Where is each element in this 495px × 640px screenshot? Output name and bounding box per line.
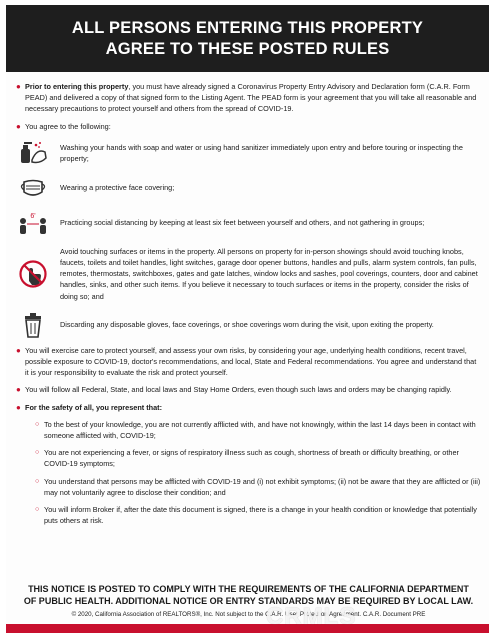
- rule-row-discard: [16, 310, 481, 340]
- rule-text: Wearing a protective face covering;: [60, 183, 175, 193]
- intro-paragraph: [16, 81, 481, 115]
- rule-text: Avoid touching surfaces or items in the property. All persons on property for in-person showings should avoid touching knobs, faucets, toilets and toilet handles, light switches, garage door opener buttons, handles and pulls, alarm system controls, fan pulls, remotes, thermostats, switchboxes, gates and gate latches, window locks and sashes, pool coverings, counters, door and cabinet handles, sinks, and other such items. If you believe it necessary to touch surfaces or items in the property, consider the risks of doing so; and: [60, 246, 478, 301]
- sub-bullet: ○: [35, 449, 40, 457]
- header-line-2: AGREE TO THESE POSTED RULES: [105, 39, 390, 58]
- no-touch-icon: [16, 259, 50, 289]
- red-bottom-bar: [6, 624, 489, 633]
- distance-label: 6': [30, 212, 36, 220]
- notice-footer: [16, 583, 481, 607]
- face-mask-icon: [16, 177, 50, 199]
- care-paragraph: [16, 345, 481, 379]
- footer-line-1: THIS NOTICE IS POSTED TO COMPLY WITH THE REQUIREMENTS OF THE CALIFORNIA DEPARTMENT: [28, 584, 469, 594]
- safety-label: [16, 402, 481, 413]
- rule-text: Discarding any disposable gloves, face coverings, or shoe coverings worn during the visit, upon exiting the property.: [60, 320, 434, 330]
- rule-row-distance: [16, 208, 481, 238]
- representation-item: [16, 419, 481, 441]
- notice-header: [6, 5, 489, 72]
- watermark: CRMLS: [266, 603, 357, 630]
- agree-label: [16, 121, 481, 132]
- notice-body: [16, 81, 481, 532]
- safety-label-text: For the safety of all, you represent that:: [25, 402, 163, 412]
- social-distance-icon: [16, 210, 50, 236]
- intro-text: , you must have already signed a Coronavirus Property Entry Advisory and Declaration form (C.A.R. Form PEAD) and delivered a copy of that signed form to the Listing Agent. The PEAD form is your agreement that you will take all reasonable and necessary precautions to protect yourself and others from the spread of COVID-19.: [25, 82, 477, 114]
- bullet-dot: ●: [16, 402, 21, 412]
- laws-text: You will follow all Federal, State, and local laws and Stay Home Orders, even though such laws and orders may be changing rapidly.: [25, 385, 452, 395]
- representation-text: You are not experiencing a fever, or signs of respiratory illness such as cough, shortness of breath or difficulty breathing, or other COVID-19 symptoms;: [44, 448, 459, 469]
- rule-row-mask: [16, 173, 481, 203]
- copyright-line: © 2020, California Association of REALTORS®, Inc. Not subject to the C.A.R. User Protection Agreement. C.A.R. Document PRE: [71, 611, 426, 618]
- notice-page: [6, 5, 489, 633]
- sub-bullet: ○: [35, 506, 40, 514]
- representation-item: [16, 504, 481, 526]
- sub-bullet: ○: [35, 420, 40, 428]
- footer-line-2: OF PUBLIC HEALTH. ADDITIONAL NOTICE OR ENTRY STANDARDS MAY BE REQUIRED BY LOCAL LAW.: [23, 596, 474, 606]
- hand-sanitizer-icon: [16, 140, 50, 166]
- bullet-dot: ●: [16, 82, 21, 91]
- rule-row-handwash: [16, 138, 481, 168]
- representation-text: To the best of your knowledge, you are not currently afflicted with, and have not knowingly, within the last 14 days been in contact with someone afflicted with, COVID-19;: [44, 419, 476, 441]
- header-line-1: ALL PERSONS ENTERING THIS PROPERTY: [71, 18, 424, 37]
- rule-row-no-touch: [16, 243, 481, 305]
- representation-item: [16, 447, 481, 469]
- trash-can-icon: [16, 312, 50, 338]
- bullet-dot: ●: [16, 121, 21, 131]
- rule-text: Practicing social distancing by keeping at least six feet between yourself and others, and not gathering in groups;: [60, 218, 425, 228]
- agree-label-text: You agree to the following:: [25, 121, 111, 131]
- intro-bold: Prior to entering this property: [25, 82, 129, 91]
- representation-item: [16, 476, 481, 498]
- bullet-dot: ●: [16, 385, 21, 395]
- representation-text: You understand that persons may be afflicted with COVID-19 and (i) not exhibit symptoms; (ii) not be aware that they are afflicted or (iii) may not voluntarily agree to disclose their condition; and: [44, 476, 481, 497]
- bullet-dot: ●: [16, 345, 21, 355]
- rule-text: Washing your hands with soap and water or using hand sanitizer immediately upon entry and before touring or inspecting the property;: [60, 142, 463, 163]
- representation-text: You will inform Broker if, after the date this document is signed, there is a change in your health condition or knowledge that potentially puts others at risk.: [44, 505, 477, 526]
- care-text: You will exercise care to protect yourself, and assess your own risks, by considering your age, underlying health conditions, recent travel, possible exposure to COVID-19, doctor's recommendations, and local, State and Federal recommendations. You agree and understand that it is your responsibility to evaluate the risk and protect yourself.: [25, 345, 477, 378]
- laws-paragraph: [16, 384, 481, 395]
- sub-bullet: ○: [35, 477, 40, 485]
